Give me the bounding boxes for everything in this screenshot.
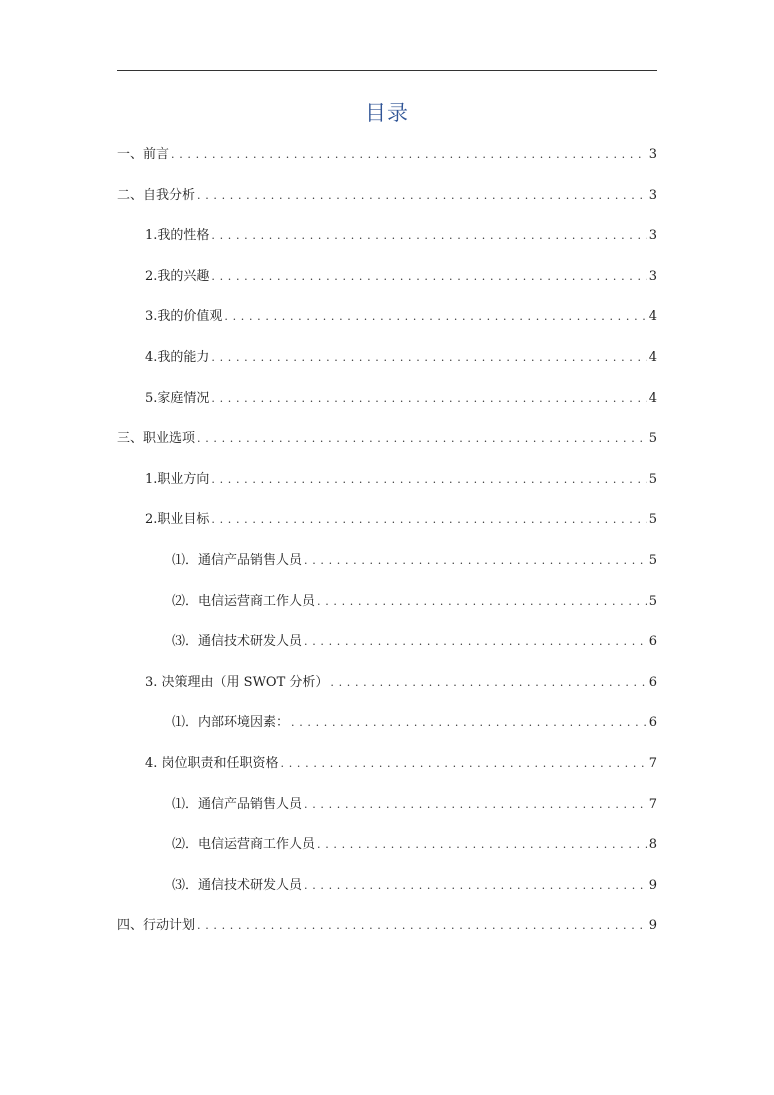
toc-entry[interactable] — [117, 913, 657, 954]
dot-leader — [304, 873, 647, 889]
toc-entry-page: 3 — [648, 187, 657, 203]
toc-entry-page: 7 — [648, 755, 657, 771]
toc-entry-label: 1.我的性格 — [145, 228, 210, 244]
header-rule — [117, 70, 657, 71]
dot-leader — [211, 507, 646, 523]
toc-entry-page: 4 — [648, 349, 657, 365]
toc-entry[interactable] — [117, 223, 657, 264]
toc-entry-label: 2.我的兴趣 — [145, 268, 210, 284]
toc-entry[interactable] — [117, 629, 657, 670]
toc-entry-label: 三、职业选项 — [117, 431, 196, 447]
toc-entry[interactable] — [117, 873, 657, 914]
dot-leader — [211, 345, 646, 361]
toc-entry[interactable] — [117, 751, 657, 792]
toc-entry-label: 5.家庭情况 — [145, 390, 210, 406]
toc-entry-page: 6 — [648, 674, 657, 690]
dot-leader — [291, 710, 647, 726]
toc-entry[interactable] — [117, 304, 657, 345]
toc-entry-label: 四、行动计划 — [117, 918, 196, 934]
toc-entry-label: 3.我的价值观 — [145, 309, 223, 325]
toc-entry-page: 9 — [648, 918, 657, 934]
toc-entry-page: 5 — [648, 552, 657, 568]
dot-leader — [304, 629, 647, 645]
toc-entry-page: 4 — [648, 309, 657, 325]
toc-entry-page: 4 — [648, 390, 657, 406]
toc-list — [117, 142, 657, 954]
toc-entry-label: ⑵．电信运营商工作人员 — [172, 593, 316, 609]
toc-entry-page: 9 — [648, 877, 657, 893]
dot-leader — [224, 304, 646, 320]
toc-entry-page: 3 — [648, 147, 657, 162]
toc-title: 目录 — [365, 101, 409, 125]
toc-entry-label: 4.我的能力 — [145, 349, 210, 365]
toc-entry[interactable] — [117, 832, 657, 873]
toc-entry[interactable] — [117, 507, 657, 548]
dot-leader — [330, 670, 646, 686]
toc-entry-label: 3. 决策理由（用 SWOT 分析） — [145, 674, 329, 690]
dot-leader — [317, 832, 647, 848]
toc-entry[interactable] — [117, 142, 657, 183]
toc-entry-label: 1.职业方向 — [145, 471, 210, 487]
toc-entry[interactable] — [117, 589, 657, 630]
toc-entry[interactable] — [117, 345, 657, 386]
toc-entry-label: 二、自我分析 — [117, 187, 196, 203]
toc-entry[interactable] — [117, 548, 657, 589]
toc-entry-label: ⑶．通信技术研发人员 — [172, 634, 303, 650]
toc-entry-label: ⑴．通信产品销售人员 — [172, 796, 303, 812]
dot-leader — [211, 386, 646, 402]
toc-entry-label: 2.职业目标 — [145, 512, 210, 528]
toc-entry[interactable] — [117, 670, 657, 711]
dot-leader — [211, 467, 646, 483]
dot-leader — [211, 223, 646, 239]
toc-entry-page: 5 — [648, 593, 657, 609]
toc-entry-label: 4. 岗位职责和任职资格 — [145, 755, 279, 771]
toc-entry[interactable] — [117, 426, 657, 467]
dot-leader — [197, 913, 647, 929]
toc-entry-label: ⑶．通信技术研发人员 — [172, 877, 303, 893]
toc-entry[interactable] — [117, 467, 657, 508]
toc-entry-label: ⑴．内部环境因素： — [172, 715, 290, 731]
toc-entry-page: 3 — [648, 268, 657, 284]
toc-entry-label: 一、前言 — [117, 147, 170, 162]
dot-leader — [304, 548, 647, 564]
toc-entry[interactable] — [117, 710, 657, 751]
toc-entry[interactable] — [117, 264, 657, 305]
toc-entry-page: 5 — [648, 431, 657, 447]
toc-entry-page: 5 — [648, 471, 657, 487]
toc-entry-label: ⑴．通信产品销售人员 — [172, 552, 303, 568]
toc-entry[interactable] — [117, 386, 657, 427]
dot-leader — [281, 751, 647, 767]
dot-leader — [317, 589, 647, 605]
toc-entry-page: 3 — [648, 228, 657, 244]
toc-entry-page: 7 — [648, 796, 657, 812]
toc-entry[interactable] — [117, 792, 657, 833]
dot-leader — [304, 792, 647, 808]
toc-entry-page: 6 — [648, 634, 657, 650]
toc-entry-page: 6 — [648, 715, 657, 731]
toc-entry-label: ⑵．电信运营商工作人员 — [172, 837, 316, 853]
dot-leader — [211, 264, 646, 280]
dot-leader — [171, 142, 647, 158]
toc-entry-page: 5 — [648, 512, 657, 528]
toc-entry-page: 8 — [648, 837, 657, 853]
dot-leader — [197, 426, 647, 442]
toc-entry[interactable] — [117, 183, 657, 224]
dot-leader — [197, 183, 647, 199]
